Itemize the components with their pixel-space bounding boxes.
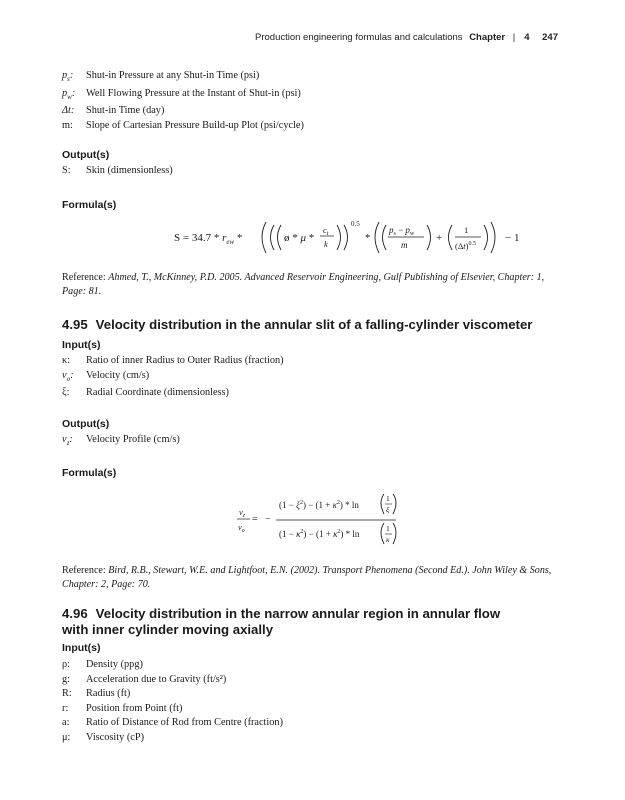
symbol-R: R: bbox=[62, 688, 72, 700]
list-item bbox=[62, 87, 304, 105]
list-item bbox=[62, 164, 173, 179]
definition-text: Slope of Cartesian Pressure Build-up Plot (psi/cycle) bbox=[86, 119, 304, 131]
list-item bbox=[62, 69, 304, 87]
input-list-4-95 bbox=[62, 354, 284, 401]
definition-text: Ratio of inner Radius to Outer Radius (fraction) bbox=[86, 355, 284, 366]
page-number: 247 bbox=[542, 32, 558, 43]
input-heading: Input(s) bbox=[62, 339, 101, 351]
velocity-profile-formula bbox=[234, 490, 394, 550]
running-header bbox=[255, 32, 558, 43]
bracket bbox=[381, 523, 384, 544]
output-heading: Output(s) bbox=[62, 418, 110, 430]
header-separator: | bbox=[512, 32, 516, 43]
list-item bbox=[62, 702, 283, 717]
reference-paragraph bbox=[62, 271, 567, 300]
symbol-S: S: bbox=[62, 165, 71, 176]
chapter-label: Chapter bbox=[469, 32, 506, 43]
list-item bbox=[62, 673, 283, 688]
definition-text: Radius (ft) bbox=[86, 688, 131, 700]
formula-text: 1 bbox=[386, 524, 390, 533]
formula-text: * bbox=[365, 232, 371, 244]
symbol-vo: $v_o$: bbox=[62, 369, 74, 383]
symbol-m: m: bbox=[62, 119, 73, 131]
output-list-4-95 bbox=[62, 433, 180, 451]
prev-output-list bbox=[62, 164, 173, 179]
formula-text: $(\Delta t)^{0.5}$ bbox=[455, 241, 477, 251]
formula-text: ξ bbox=[386, 505, 390, 514]
section-title-line2: with inner cylinder moving axially bbox=[62, 622, 274, 637]
formula-text: ø * μ * bbox=[284, 232, 315, 244]
definition-text: Shut-in Pressure at any Shut-in Time (psi) bbox=[86, 70, 260, 81]
bracket bbox=[383, 225, 387, 250]
definition-text: Radial Coordinate (dimensionless) bbox=[86, 387, 229, 399]
definition-text: Velocity (cm/s) bbox=[86, 369, 150, 381]
section-title-line1: Velocity distribution in the narrow annular region in annular flow bbox=[95, 606, 501, 621]
symbol-ps: $p_s$: bbox=[62, 70, 74, 84]
reference-label: Reference: bbox=[62, 272, 106, 283]
section-heading-4-96 bbox=[62, 606, 500, 638]
symbol-rho: ρ: bbox=[62, 659, 71, 670]
list-item bbox=[62, 119, 304, 134]
formula-text: $v_z$ bbox=[239, 507, 246, 519]
formula-text: − bbox=[265, 514, 271, 525]
symbol-pw: $p_w$: bbox=[62, 87, 76, 101]
formula-text: κ bbox=[386, 535, 390, 544]
running-header-title: Production engineering formulas and calculations bbox=[255, 32, 463, 43]
list-item bbox=[62, 658, 283, 673]
section-number: 4.95 bbox=[62, 317, 88, 332]
reference-paragraph bbox=[62, 564, 567, 593]
symbol-kappa: κ: bbox=[62, 355, 71, 366]
list-item bbox=[62, 369, 284, 387]
section-title: Velocity distribution in the annular slit of a falling-cylinder viscometer bbox=[95, 317, 533, 332]
formula-text: k bbox=[324, 239, 328, 249]
list-item bbox=[62, 104, 304, 119]
chapter-number: 4 bbox=[524, 32, 530, 43]
symbol-delta-t: Δt: bbox=[62, 105, 75, 117]
bracket bbox=[344, 225, 348, 250]
formula-text: + bbox=[436, 232, 443, 244]
prev-input-list bbox=[62, 69, 304, 133]
section-number: 4.96 bbox=[62, 606, 88, 621]
formula-text: = bbox=[252, 514, 258, 525]
formula-text: 0.5 bbox=[351, 220, 360, 228]
formula-text: 1 bbox=[464, 225, 469, 235]
bracket bbox=[484, 225, 488, 250]
formula-heading: Formula(s) bbox=[62, 467, 117, 479]
output-heading: Output(s) bbox=[62, 149, 110, 161]
reference-label: Reference: bbox=[62, 565, 106, 576]
bracket bbox=[262, 222, 266, 253]
symbol-g: g: bbox=[62, 673, 71, 685]
formula-heading: Formula(s) bbox=[62, 199, 117, 211]
bracket bbox=[393, 523, 396, 544]
definition-text: Velocity Profile (cm/s) bbox=[86, 434, 180, 445]
bracket bbox=[271, 225, 275, 250]
skin-formula bbox=[174, 218, 520, 258]
section-heading-4-95 bbox=[62, 317, 532, 333]
list-item bbox=[62, 731, 283, 746]
list-item bbox=[62, 386, 284, 401]
bracket bbox=[427, 225, 431, 250]
formula-text: $p_s - p_w$ bbox=[389, 225, 415, 237]
list-item bbox=[62, 354, 284, 369]
formula-text: $S = 34.7 * r_{ew}$ * bbox=[174, 232, 243, 246]
definition-text: Viscosity (cP) bbox=[86, 731, 145, 743]
bracket bbox=[337, 225, 341, 250]
bracket bbox=[381, 494, 384, 514]
formula-text: $v_o$ bbox=[238, 522, 245, 534]
input-heading: Input(s) bbox=[62, 642, 101, 654]
definition-text: Position from Point (ft) bbox=[86, 702, 183, 714]
definition-text: Well Flowing Pressure at the Instant of Shut-in (psi) bbox=[86, 87, 301, 99]
bracket bbox=[393, 494, 396, 514]
reference-citation: Bird, R.B., Stewart, W.E. and Lightfoot, E.N. (2002). Transport Phenomena (Second Ed.). John Wiley & Sons, Chapter: 2, Page: 70. bbox=[62, 565, 552, 591]
symbol-a: a: bbox=[62, 717, 70, 729]
symbol-r: r: bbox=[62, 702, 69, 714]
list-item bbox=[62, 433, 180, 451]
formula-text: 1 bbox=[386, 494, 390, 503]
formula-text: $c_t$ bbox=[323, 225, 329, 237]
definition-text: Skin (dimensionless) bbox=[86, 165, 173, 176]
reference-citation: Ahmed, T., McKinney, P.D. 2005. Advanced Reservoir Engineering, Gulf Publishing of Elsevier, Chapter: 1, Page: 81. bbox=[62, 272, 545, 298]
symbol-vz: $v_z$: bbox=[62, 434, 73, 448]
definition-text: Density (ppg) bbox=[86, 659, 143, 670]
definition-text: Acceleration due to Gravity (ft/s²) bbox=[86, 673, 227, 685]
formula-text: $(1 - \kappa^2) - (1 + \kappa^2) * \ln$ bbox=[279, 529, 360, 539]
symbol-xi: ξ: bbox=[62, 387, 70, 399]
formula-text: − 1 bbox=[505, 232, 520, 244]
bracket bbox=[491, 222, 495, 253]
definition-text: Ratio of Distance of Rod from Centre (fraction) bbox=[86, 717, 284, 729]
formula-text: $(1 - \xi^2) - (1 + \kappa^2) * \ln$ bbox=[279, 500, 359, 510]
definition-text: Shut-in Time (day) bbox=[86, 105, 165, 117]
input-list-4-96 bbox=[62, 658, 283, 746]
bracket bbox=[375, 222, 379, 253]
formula-text: m bbox=[401, 240, 408, 250]
bracket bbox=[278, 225, 282, 250]
list-item bbox=[62, 716, 283, 731]
list-item bbox=[62, 687, 283, 702]
bracket bbox=[449, 225, 453, 250]
symbol-mu: μ: bbox=[62, 731, 71, 743]
